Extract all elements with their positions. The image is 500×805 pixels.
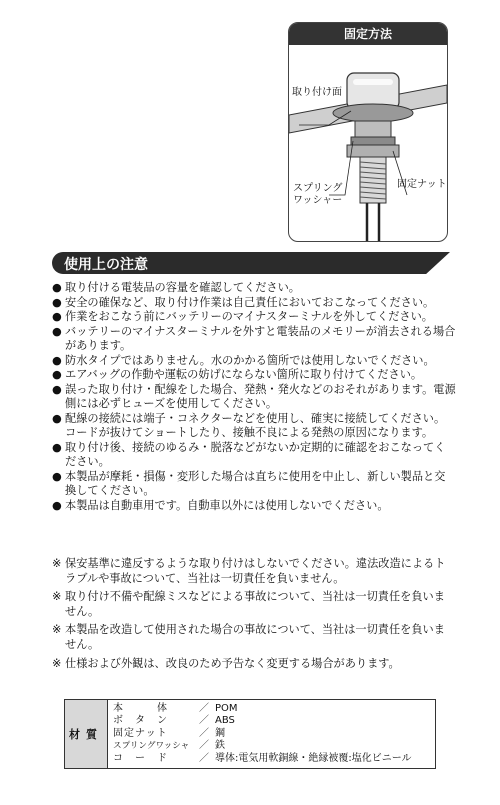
material-row: コ ー ド ／ 導体:電気用軟銅線・絶縁被覆:塩化ビニール	[113, 752, 412, 764]
callout-mount-surface: 取り付け面	[292, 87, 342, 98]
note-item: ※ 本製品を改造して使用された場合の事故について、当社は一切責任を負いません。	[52, 623, 445, 651]
caution-item: ● 防水タイプではありません。水のかかる箇所では使用しないでください。	[52, 353, 435, 367]
note-item: ※ 保安基準に違反するような取り付けはしないでください。違法改造によるトラブルや事故について、当社は一切責任を負いません。	[52, 557, 446, 585]
note-item: ※ 取り付け不備や配線ミスなどによる事故について、当社は一切責任を負いません。	[52, 590, 445, 618]
material-row: スプリングワッシャ ／ 鉄	[113, 740, 225, 752]
spring-washer	[351, 137, 395, 145]
materials-header: 材質	[65, 700, 108, 768]
materials-rows	[113, 703, 412, 765]
materials-spec-table	[64, 699, 436, 769]
caution-title: 使用上の注意	[64, 257, 148, 273]
caution-item: ● 取り付け後、接続のゆるみ・脱落などがないか定期的に確認をおこなってください。	[52, 440, 446, 468]
caution-item: ● 取り付ける電装品の容量を確認してください。	[52, 281, 300, 294]
caution-item: ● 本製品は自動車用です。自動車以外には使用しないでください。	[52, 498, 389, 512]
material-row: 本 体 ／ POM	[113, 703, 238, 714]
material-row: 固定ナット ／ 鋼	[113, 727, 225, 739]
caution-list	[52, 281, 456, 513]
callout-spring-washer-1: スプリング	[293, 183, 343, 194]
caution-item: ● エアバッグの作動や運転の妨げにならない箇所に取り付けてください。	[52, 368, 423, 381]
callout-spring-washer-2: ワッシャー	[293, 195, 343, 206]
material-row: ボ タ ン ／ ABS	[113, 715, 235, 727]
caution-section-header	[52, 252, 450, 274]
fixing-nut	[347, 145, 399, 157]
caution-item: ● 誤った取り付け・配線をした場合、発熱・発火などのおそれがあります。電源側には必ずヒューズを使用してください。	[52, 382, 456, 410]
caution-item: ● 配線の接続には端子・コネクターなどを使用し、確実に接続してください。コードが抜けてショートしたり、接触不良による発熱の原因になります。	[52, 411, 446, 439]
switch-flange	[333, 104, 413, 122]
caution-item: ● 安全の確保など、取り付け作業は自己責任においておこなってください。	[52, 295, 435, 309]
disclaimer-notes	[52, 557, 456, 675]
caution-item: ● 本製品が摩耗・損傷・変形した場合は直ちに使用を中止し、新しい製品と交換してください。	[52, 469, 446, 497]
note-item: ※ 仕様および外観は、改良のため予告なく変更する場合があります。	[52, 656, 400, 670]
mounting-title: 固定方法	[289, 23, 447, 45]
switch-body	[355, 121, 391, 139]
caution-item: ● バッテリーのマイナスターミナルを外すと電装品のメモリーが消去される場合があります。	[52, 324, 456, 352]
mounting-diagram-panel	[288, 22, 448, 242]
switch-mounting-illustration	[289, 45, 447, 241]
callout-fixing-nut: 固定ナット	[397, 179, 447, 190]
caution-item: ● 作業をおこなう前にバッテリーのマイナスターミナルを外してください。	[52, 310, 433, 323]
